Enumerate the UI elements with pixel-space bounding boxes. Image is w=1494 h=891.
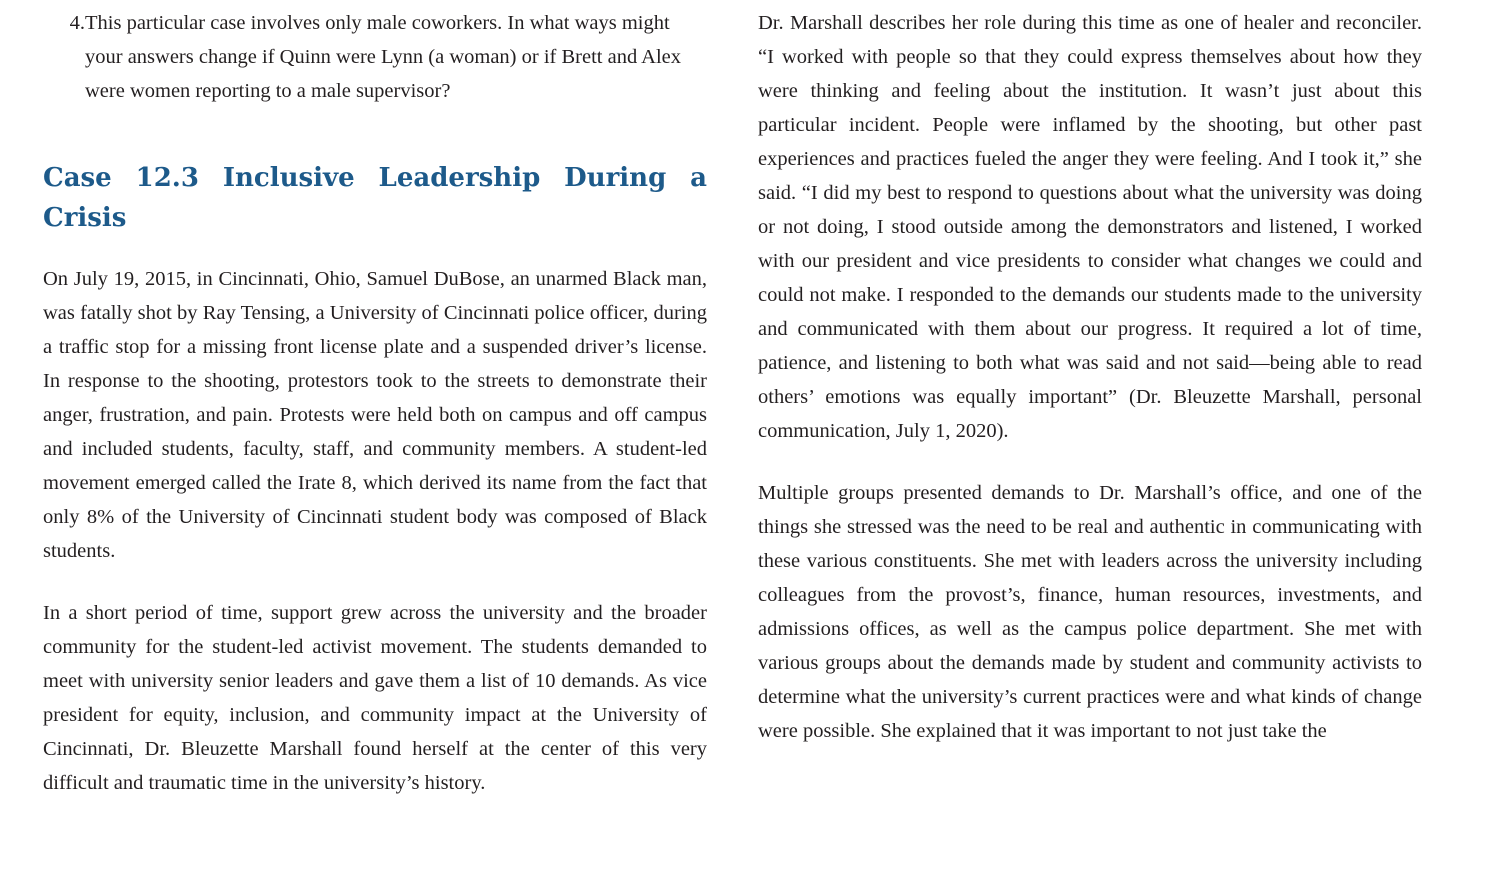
paragraph: Multiple groups presented demands to Dr. Marshall’s office, and one of the things she stressed was the need to be real and authentic in communicating with these various constituents. She met with leaders across the university including colleagues from the provost’s, finance, human resources, investments, and admissions offices, as well as the campus police department. She met with various groups about the demands made by student and community activists to determine what the university’s current practices were and what kinds of change were possible. She explained that it was important to not just take the	[758, 482, 1422, 742]
list-item-text: This particular case involves only male coworkers. In what ways might your answers change if Quinn were Lynn (a woman) or if Brett and Alex were women reporting to a male supervisor?	[85, 12, 682, 102]
left-column	[43, 6, 707, 828]
paragraph: Dr. Marshall describes her role during this time as one of healer and reconciler. “I worked with people so that they could express themselves about how they were thinking and feeling about the institution. It wasn’t just about this particular incident. People were inflamed by the shooting, but other past experiences and practices fueled the anger they were feeling. And I took it,” she said. “I did my best to respond to questions about what the university was doing or not doing, I stood outside among the demonstrators and listened, I worked with our president and vice presidents to consider what changes we could and could not make. I responded to the demands our students made to the university and communicated with them about our progress. It required a lot of time, patience, and listening to both what was said and not said—being able to read others’ emotions was equally important” (Dr. Bleuzette Marshall, personal communication, July 1, 2020).	[758, 12, 1422, 442]
paragraph: On July 19, 2015, in Cincinnati, Ohio, Samuel DuBose, an unarmed Black man, was fatally shot by Ray Tensing, a University of Cincinnati police officer, during a traffic stop for a missing front license plate and a suspended driver’s license. In response to the shooting, protestors took to the streets to demonstrate their anger, frustration, and pain. Protests were held both on campus and off campus and included students, faculty, staff, and community members. A student-led movement emerged called the Irate 8, which derived its name from the fact that only 8% of the University of Cincinnati student body was composed of Black students.	[43, 268, 707, 562]
right-column	[758, 6, 1422, 776]
case-heading: Case 12.3 Inclusive Leadership During a Crisis	[43, 163, 707, 233]
list-item	[43, 6, 707, 108]
list-number: 4.	[69, 12, 85, 34]
paragraph: In a short period of time, support grew across the university and the broader community for the student-led activist movement. The students demanded to meet with university senior leaders and gave them a list of 10 demands. As vice president for equity, inclusion, and community impact at the University of Cincinnati, Dr. Bleuzette Marshall found herself at the center of this very difficult and traumatic time in the university’s history.	[43, 602, 707, 794]
